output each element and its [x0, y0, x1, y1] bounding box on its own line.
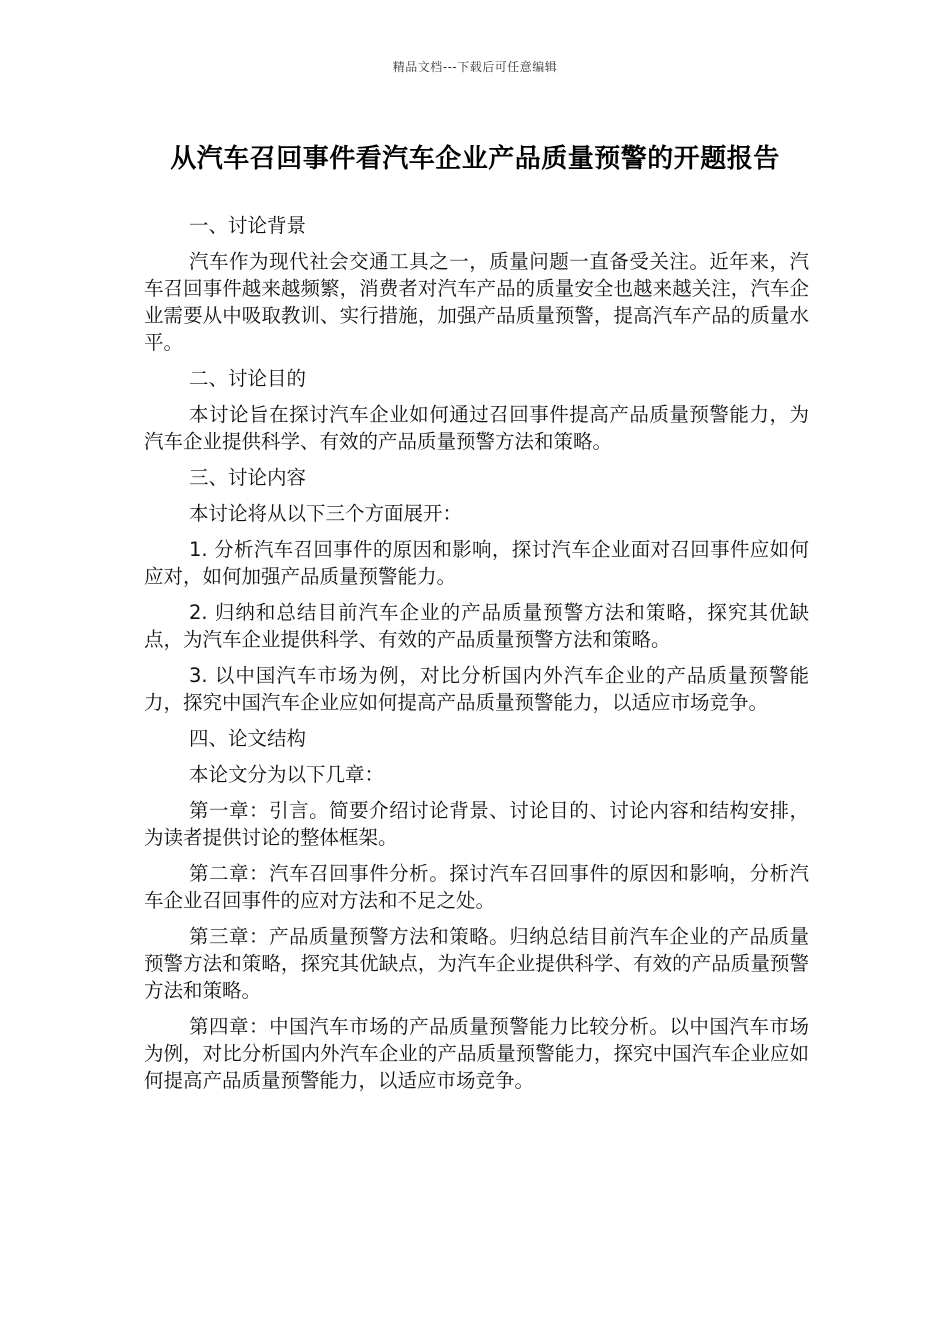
paragraph-content-intro: 本讨论将从以下三个方面展开：	[189, 502, 463, 525]
paragraph-structure-intro: 本论文分为以下几章：	[189, 763, 385, 786]
paragraph-chapter-2: 第二章：汽车召回事件分析。探讨汽车召回事件的原因和影响，分析汽车企业召回事件的应对方法和不足之处。	[144, 862, 809, 912]
paragraph-purpose: 本讨论旨在探讨汽车企业如何通过召回事件提高产品质量预警能力，为汽车企业提供科学、有效的产品质量预警方法和策略。	[144, 403, 809, 453]
paragraph-chapter-1: 第一章：引言。简要介绍讨论背景、讨论目的、讨论内容和结构安排，为读者提供讨论的整体框架。	[144, 799, 809, 849]
section-heading-purpose: 二、讨论目的	[189, 367, 307, 390]
section-heading-structure: 四、论文结构	[189, 727, 307, 750]
paragraph-chapter-4: 第四章：中国汽车市场的产品质量预警能力比较分析。以中国汽车市场为例，对比分析国内外汽车企业的产品质量预警能力，探究中国汽车企业应如何提高产品质量预警能力，以适应市场竞争。	[144, 1015, 809, 1092]
paragraph-chapter-3: 第三章：产品质量预警方法和策略。归纳总结目前汽车企业的产品质量预警方法和策略，探究其优缺点，为汽车企业提供科学、有效的产品质量预警方法和策略。	[144, 925, 809, 1002]
section-heading-content: 三、讨论内容	[189, 466, 307, 489]
paragraph-background: 汽车作为现代社会交通工具之一，质量问题一直备受关注。近年来，汽车召回事件越来越频繁，消费者对汽车产品的质量安全也越来越关注，汽车企业需要从中吸取教训、实行措施，加强产品质量预警，提高汽车产品的质量水平。	[144, 250, 809, 354]
document-body	[144, 212, 809, 1103]
paragraph-content-item-2: 2. 归纳和总结目前汽车企业的产品质量预警方法和策略，探究其优缺点，为汽车企业提供科学、有效的产品质量预警方法和策略。	[144, 601, 809, 651]
paragraph-content-item-3: 3. 以中国汽车市场为例，对比分析国内外汽车企业的产品质量预警能力，探究中国汽车企业应如何提高产品质量预警能力，以适应市场竞争。	[144, 664, 809, 714]
paragraph-content-item-1: 1. 分析汽车召回事件的原因和影响，探讨汽车企业面对召回事件应如何应对，如何加强产品质量预警能力。	[144, 538, 809, 588]
header-note: 精品文档---下载后可任意编辑	[392, 60, 558, 74]
section-heading-background: 一、讨论背景	[189, 214, 307, 237]
document-title: 从汽车召回事件看汽车企业产品质量预警的开题报告	[170, 144, 780, 174]
